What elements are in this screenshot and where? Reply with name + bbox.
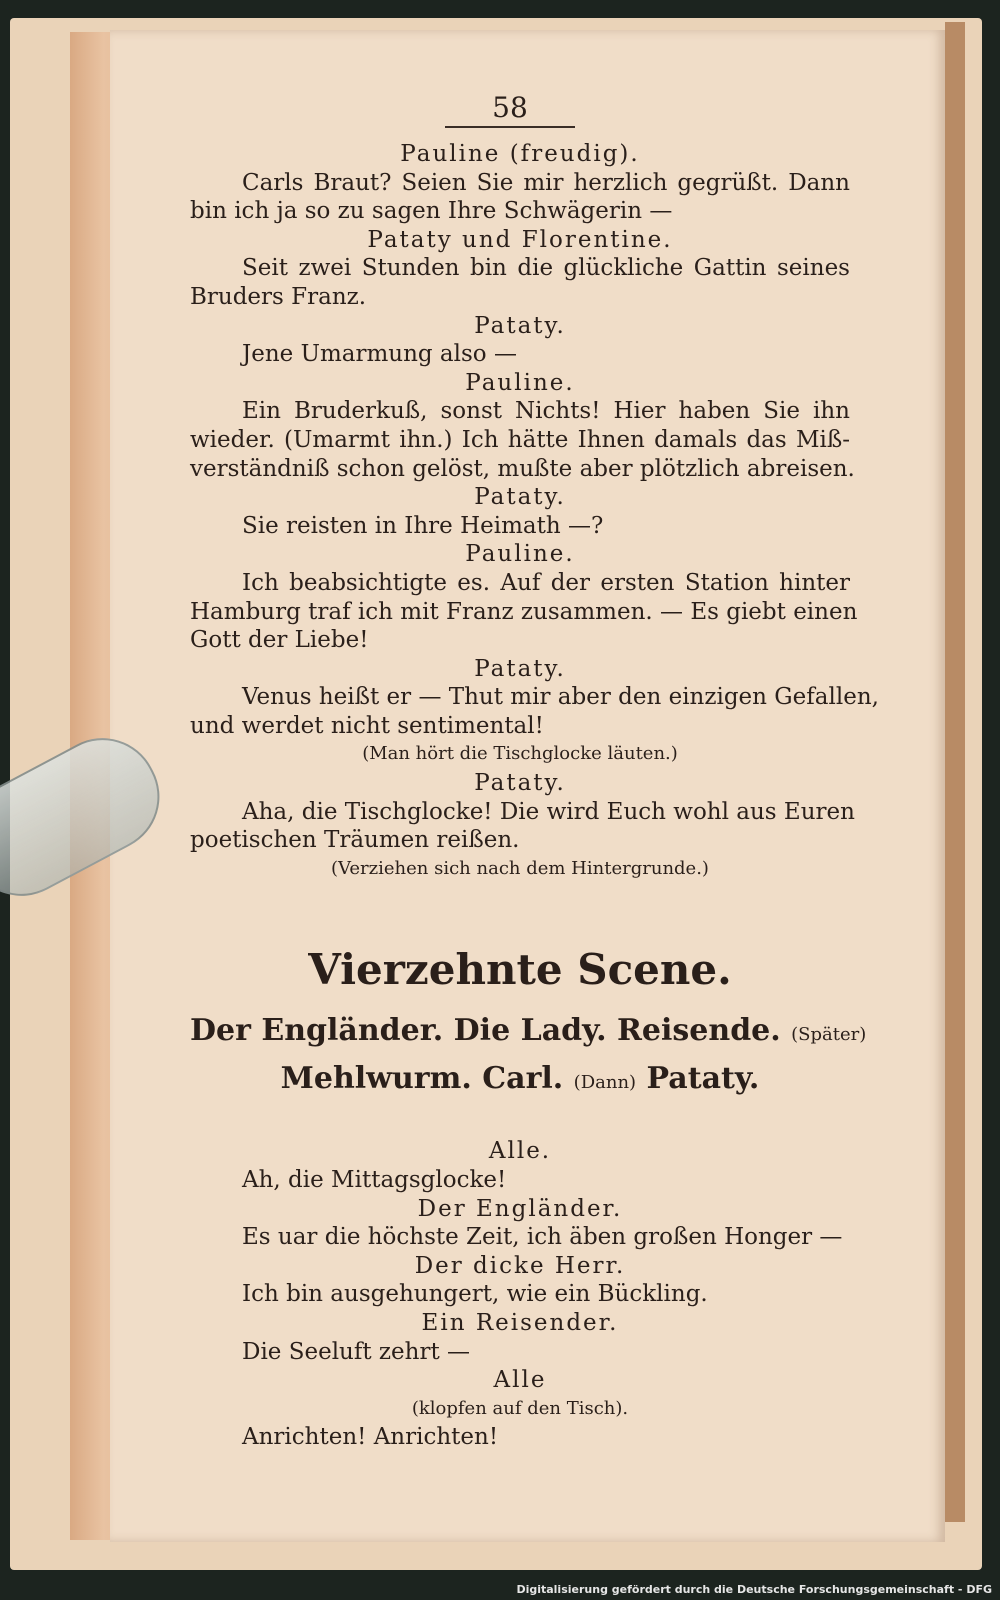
dialogue-line: Die Seeluft zehrt —: [242, 1338, 471, 1365]
stage-direction: (klopfen auf den Tisch).: [411, 1397, 629, 1419]
page-text: [190, 90, 879, 1452]
dialogue-line: und werdet nicht sentimental!: [190, 712, 544, 739]
speaker-name: Pauline (freudig).: [400, 141, 640, 167]
dialogue-block-bottom: [190, 1137, 850, 1452]
dialogue-line: Seit zwei Stunden bin die glückliche Gattin seines: [242, 255, 850, 282]
cast-note-then: (Dann): [573, 1072, 637, 1094]
dialogue-line: wieder. (Umarmt ihn.) Ich hätte Ihnen damals das Miß-: [190, 426, 850, 453]
speaker-name: Pataty.: [474, 770, 566, 797]
dialogue-line: poetischen Träumen reißen.: [190, 827, 520, 854]
speaker-name: Pauline.: [465, 369, 575, 396]
dialogue-line: Aha, die Tischglocke! Die wird Euch wohl aus Euren: [242, 798, 855, 825]
dialogue-line: Ein Bruderkuß, sonst Nichts! Hier haben Sie ihn: [242, 398, 850, 425]
speaker-name: Der dicke Herr.: [414, 1252, 626, 1279]
speaker-name: Pataty.: [474, 312, 566, 339]
speaker-name: Alle: [493, 1367, 547, 1394]
dialogue-line: Jene Umarmung also —: [242, 341, 517, 368]
cast-line-2: [190, 1057, 850, 1105]
scene-title: Vierzehnte Scene.: [308, 945, 732, 995]
dialogue-line: Sie reisten in Ihre Heimath —?: [242, 512, 604, 539]
dialogue-line: bin ich ja so zu sagen Ihre Schwägerin —: [190, 198, 673, 225]
dialogue-line: Es uar die höchste Zeit, ich äben großen Honger —: [242, 1224, 843, 1251]
cast-name-pataty: Pataty.: [646, 1061, 760, 1097]
dialogue-block-top: [190, 140, 879, 883]
speaker-name: Pataty und Florentine.: [367, 226, 673, 253]
dialogue-line: Ich bin ausgehungert, wie ein Bückling.: [242, 1281, 708, 1308]
cast-note-later: (Später): [791, 1024, 867, 1046]
speaker-name: Alle.: [488, 1138, 552, 1165]
dialogue-line: Carls Braut? Seien Sie mir herzlich gegrüßt. Dann: [242, 169, 850, 196]
dialogue-line: Ich beabsichtigte es. Auf der ersten Station hinter: [242, 569, 850, 596]
dialogue-line: Anrichten! Anrichten!: [242, 1424, 499, 1451]
speaker-name: Ein Reisender.: [421, 1310, 619, 1336]
page-number: 58: [445, 90, 575, 128]
dialogue-line: Hamburg traf ich mit Franz zusammen. — Es giebt einen: [190, 598, 858, 625]
dialogue-line: Gott der Liebe!: [190, 627, 369, 654]
book-binding-edge: [945, 22, 965, 1522]
dialogue-line: verständniß schon gelöst, mußte aber plötzlich abreisen.: [190, 455, 855, 482]
speaker-name: Pataty.: [474, 484, 566, 511]
speaker-name: Pataty.: [474, 655, 566, 682]
stage-direction: (Verziehen sich nach dem Hintergrunde.): [331, 857, 709, 879]
dialogue-line: Venus heißt er — Thut mir aber den einzigen Gefallen,: [242, 684, 879, 711]
stage-direction: (Man hört die Tischglocke läuten.): [362, 743, 678, 765]
speaker-name: Der Engländer.: [417, 1195, 623, 1222]
speaker-name: Pauline.: [465, 541, 575, 568]
footer-credit: Digitalisierung gefördert durch die Deutsche Forschungsgemeinschaft - DFG: [516, 1583, 992, 1596]
cast-names-1: Der Engländer. Die Lady. Reisende.: [190, 1013, 781, 1049]
cast-line-1: [190, 1009, 867, 1057]
dialogue-line: Ah, die Mittagsglocke!: [242, 1167, 507, 1194]
cast-names-2: Mehlwurm. Carl.: [280, 1061, 564, 1097]
dialogue-line: Bruders Franz.: [190, 283, 367, 310]
